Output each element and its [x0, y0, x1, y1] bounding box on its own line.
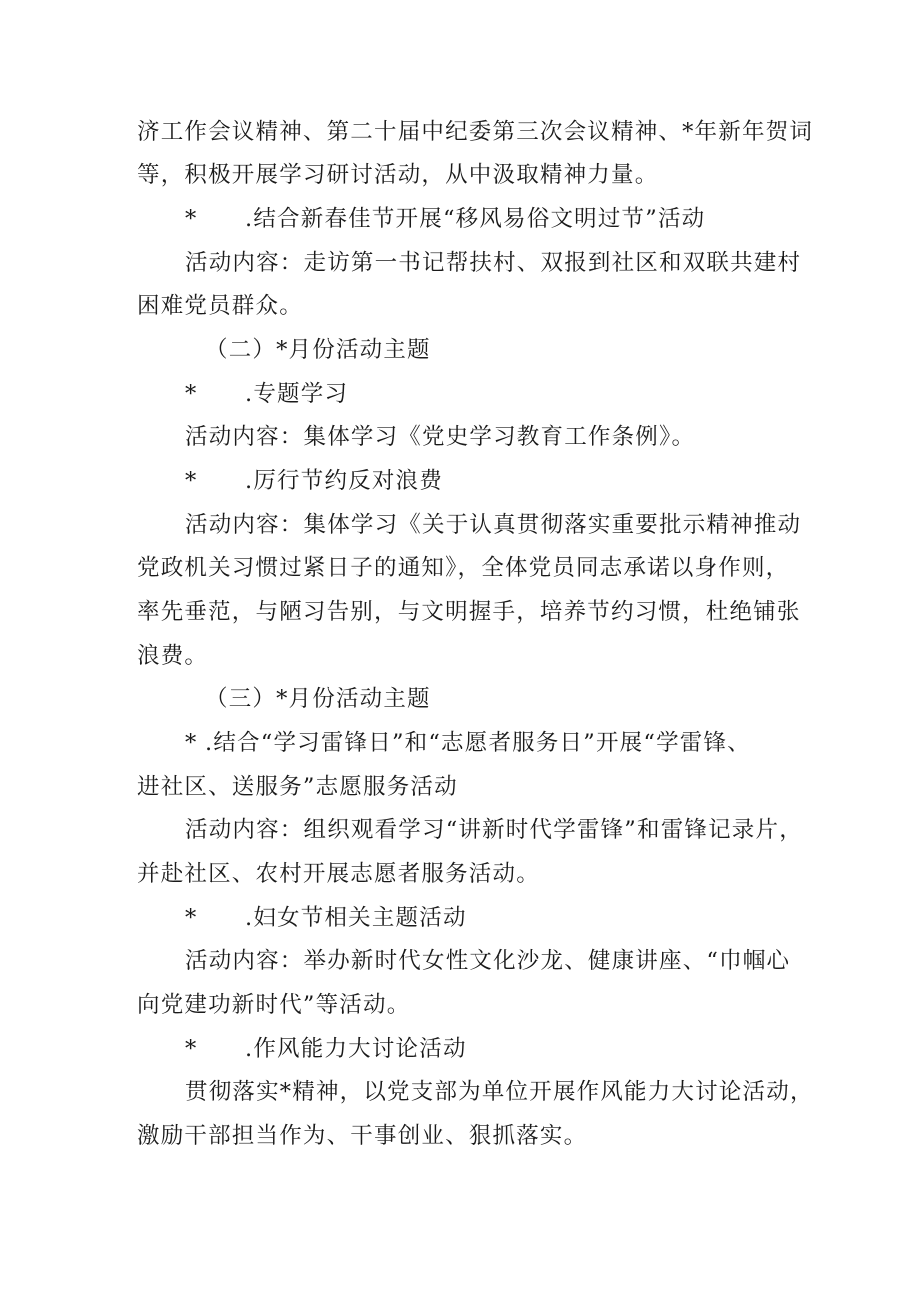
numbered-item-leifeng [185, 728, 751, 758]
paragraph-line: 活动内容：组织观看学习“讲新时代学雷锋”和雷锋记录片， [185, 817, 803, 843]
paragraph-line: 活动内容：举办新时代女性文化沙龙、健康讲座、“巾帼心 [185, 948, 791, 974]
item-number: * [185, 905, 198, 931]
item-title: .妇女节相关主题活动 [245, 905, 467, 931]
paragraph-line: 活动内容：集体学习《关于认真贯彻落实重要批示精神推动 [185, 512, 802, 538]
numbered-item-study [185, 379, 348, 409]
paragraph-line: 济工作会议精神、第二十届中纪委第三次会议精神、*年新年贺词 [137, 119, 814, 145]
item-title: .结合新春佳节开展“移风易俗文明过节”活动 [245, 206, 706, 232]
item-number: * [185, 468, 198, 494]
item-title: .作风能力大讨论活动 [245, 1036, 467, 1062]
section-heading: （二）*月份活动主题 [205, 337, 431, 363]
item-number: * [185, 206, 198, 232]
numbered-item-thrift [185, 466, 443, 496]
section-heading: （三）*月份活动主题 [205, 686, 431, 712]
paragraph-line: 向党建功新时代”等活动。 [137, 992, 411, 1018]
paragraph-line: 并赴社区、农村开展志愿者服务活动。 [137, 861, 540, 887]
paragraph-line: 进社区、送服务”志愿服务活动 [137, 774, 458, 800]
paragraph-line: 浪费。 [137, 643, 209, 669]
numbered-item-womens-day [185, 903, 467, 933]
paragraph-line: 等，积极开展学习研讨活动，从中汲取精神力量。 [137, 162, 659, 188]
paragraph-line: 党政机关习惯过紧日子的通知》，全体党员同志承诺以身作则， [137, 555, 790, 581]
item-title: .厉行节约反对浪费 [245, 468, 443, 494]
paragraph-line: 困难党员群众。 [137, 293, 303, 319]
paragraph-line: 活动内容：集体学习《党史学习教育工作条例》。 [185, 424, 696, 450]
paragraph-line: 活动内容：走访第一书记帮扶村、双报到社区和双联共建村 [185, 250, 802, 276]
item-number: * [185, 730, 198, 756]
paragraph-line: 率先垂范，与陋习告别，与文明握手，培养节约习惯，杜绝铺张 [137, 599, 801, 625]
item-title: .结合“学习雷锋日”和“志愿者服务日”开展“学雷锋、 [205, 730, 751, 756]
item-number: * [185, 1036, 198, 1062]
item-number: * [185, 381, 198, 407]
item-title: .专题学习 [245, 381, 349, 407]
paragraph-line: 贯彻落实*精神，以党支部为单位开展作风能力大讨论活动， [185, 1079, 814, 1105]
numbered-item-style [185, 1034, 467, 1064]
numbered-item-spring-festival [185, 204, 705, 234]
paragraph-line: 激励干部担当作为、干事创业、狠抓落实。 [137, 1123, 588, 1149]
